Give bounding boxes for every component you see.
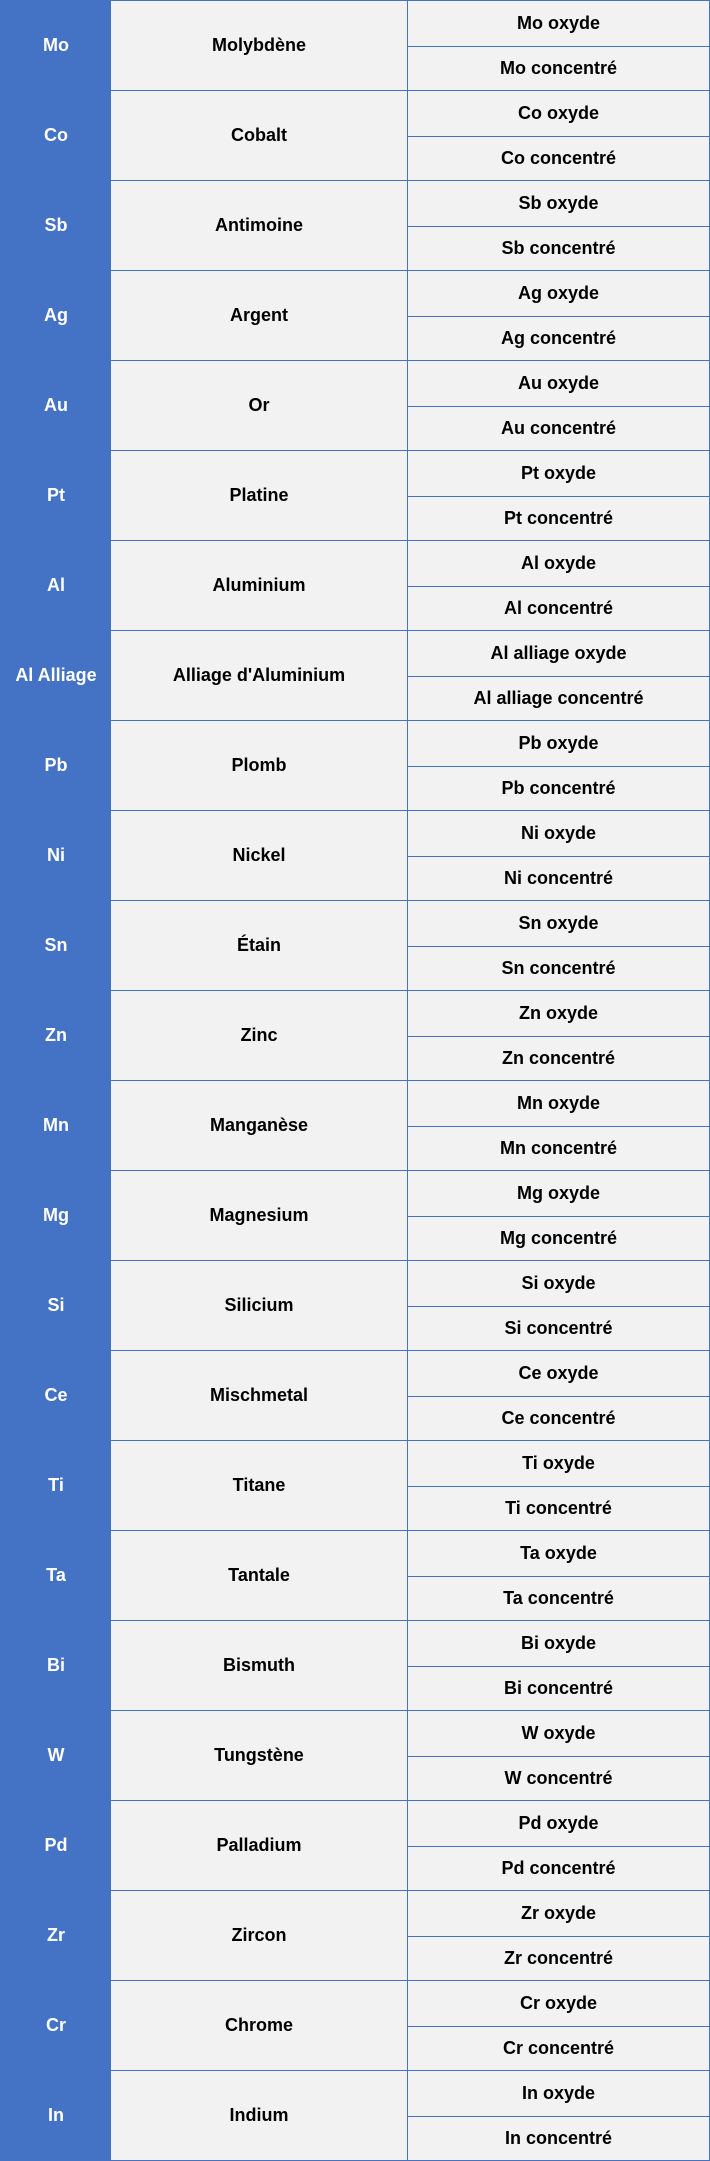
variants-cell xyxy=(408,901,710,990)
concentrate-variant-cell: Pd concentré xyxy=(408,1846,709,1891)
element-symbol-cell: Ag xyxy=(1,271,111,360)
table-row xyxy=(1,721,710,811)
element-symbol-cell: Sn xyxy=(1,901,111,990)
table-row xyxy=(1,1621,710,1711)
table-row xyxy=(1,451,710,541)
element-name-cell: Palladium xyxy=(111,1801,408,1890)
table-row xyxy=(1,1891,710,1981)
element-name-cell: Indium xyxy=(111,2071,408,2160)
variants-cell xyxy=(408,1801,710,1890)
element-symbol-cell: Zn xyxy=(1,991,111,1080)
concentrate-variant-cell: Si concentré xyxy=(408,1306,709,1351)
concentrate-variant-cell: Co concentré xyxy=(408,136,709,181)
table-row xyxy=(1,1261,710,1351)
oxide-variant-cell: Au oxyde xyxy=(517,372,600,393)
concentrate-variant-cell: Mg concentré xyxy=(408,1216,709,1261)
element-name-cell: Tungstène xyxy=(111,1711,408,1800)
table-row xyxy=(1,1711,710,1801)
oxide-variant-cell: Zr oxyde xyxy=(520,1902,597,1923)
variants-cell xyxy=(408,721,710,810)
element-name-cell: Manganèse xyxy=(111,1081,408,1170)
variants-cell xyxy=(408,1621,710,1710)
concentrate-variant-cell: In concentré xyxy=(408,2116,709,2161)
element-name-cell: Plomb xyxy=(111,721,408,810)
table-row xyxy=(1,901,710,991)
variants-cell xyxy=(408,991,710,1080)
concentrate-variant-cell: Ti concentré xyxy=(408,1486,709,1531)
variants-cell xyxy=(408,91,710,180)
table-row xyxy=(1,361,710,451)
concentrate-variant-cell: Mo concentré xyxy=(408,46,709,91)
element-symbol-cell: Ni xyxy=(1,811,111,900)
concentrate-variant-cell: Au concentré xyxy=(408,406,709,451)
oxide-variant-cell: Sn oxyde xyxy=(518,912,599,933)
variants-cell xyxy=(408,1081,710,1170)
variants-cell xyxy=(408,451,710,540)
variants-cell xyxy=(408,1531,710,1620)
table-row xyxy=(1,1531,710,1621)
variants-cell xyxy=(408,2071,710,2160)
oxide-variant-cell: Mn oxyde xyxy=(516,1092,600,1113)
element-name-cell: Chrome xyxy=(111,1981,408,2070)
concentrate-variant-cell: Al concentré xyxy=(408,586,709,631)
table-row xyxy=(1,1351,710,1441)
oxide-variant-cell: Mg oxyde xyxy=(516,1182,600,1203)
element-name-cell: Platine xyxy=(111,451,408,540)
table-row xyxy=(1,1801,710,1891)
element-name-cell: Molybdène xyxy=(111,1,408,90)
element-symbol-cell: Pb xyxy=(1,721,111,810)
table-row xyxy=(1,1081,710,1171)
element-name-cell: Nickel xyxy=(111,811,408,900)
table-row xyxy=(1,1,710,91)
element-symbol-cell: Sb xyxy=(1,181,111,270)
element-name-cell: Silicium xyxy=(111,1261,408,1350)
element-name-cell: Magnesium xyxy=(111,1171,408,1260)
concentrate-variant-cell: Ce concentré xyxy=(408,1396,709,1441)
variants-cell xyxy=(408,1891,710,1980)
element-name-cell: Étain xyxy=(111,901,408,990)
element-symbol-cell: In xyxy=(1,2071,111,2160)
oxide-variant-cell: Ti oxyde xyxy=(522,1452,595,1473)
variants-cell xyxy=(408,271,710,360)
element-symbol-cell: W xyxy=(1,1711,111,1800)
table-row xyxy=(1,91,710,181)
oxide-variant-cell: In oxyde xyxy=(521,2082,596,2103)
element-symbol-cell: Al xyxy=(1,541,111,630)
oxide-variant-cell: Pt oxyde xyxy=(520,462,597,483)
concentrate-variant-cell: Bi concentré xyxy=(408,1666,709,1711)
variants-cell xyxy=(408,541,710,630)
concentrate-variant-cell: Mn concentré xyxy=(408,1126,709,1171)
variants-cell xyxy=(408,631,710,720)
element-symbol-cell: Ta xyxy=(1,1531,111,1620)
table-row xyxy=(1,1441,710,1531)
table-row xyxy=(1,811,710,901)
element-symbol-cell: Ce xyxy=(1,1351,111,1440)
oxide-variant-cell: Al alliage oxyde xyxy=(490,642,627,663)
variants-cell xyxy=(408,1351,710,1440)
element-name-cell: Zircon xyxy=(111,1891,408,1980)
variants-cell xyxy=(408,1981,710,2070)
oxide-variant-cell: Pb oxyde xyxy=(518,732,599,753)
concentrate-variant-cell: Ta concentré xyxy=(408,1576,709,1621)
element-name-cell: Titane xyxy=(111,1441,408,1530)
element-symbol-cell: Mg xyxy=(1,1171,111,1260)
element-symbol-cell: Au xyxy=(1,361,111,450)
concentrate-variant-cell: Sn concentré xyxy=(408,946,709,991)
element-symbol-cell: Ti xyxy=(1,1441,111,1530)
element-symbol-cell: Bi xyxy=(1,1621,111,1710)
element-symbol-cell: Zr xyxy=(1,1891,111,1980)
concentrate-variant-cell: Zr concentré xyxy=(408,1936,709,1981)
oxide-variant-cell: Si oxyde xyxy=(521,1272,596,1293)
concentrate-variant-cell: Sb concentré xyxy=(408,226,709,271)
variants-cell xyxy=(408,1171,710,1260)
concentrate-variant-cell: Pb concentré xyxy=(408,766,709,811)
element-name-cell: Argent xyxy=(111,271,408,360)
oxide-variant-cell: Mo oxyde xyxy=(516,12,600,33)
element-name-cell: Aluminium xyxy=(111,541,408,630)
element-name-cell: Cobalt xyxy=(111,91,408,180)
table-row xyxy=(1,1171,710,1261)
concentrate-variant-cell: Cr concentré xyxy=(408,2026,709,2071)
table-row xyxy=(1,2071,710,2161)
element-symbol-cell: Al Alliage xyxy=(1,631,111,720)
table-row xyxy=(1,541,710,631)
element-symbol-cell: Cr xyxy=(1,1981,111,2070)
oxide-variant-cell: W oxyde xyxy=(521,1722,596,1743)
element-symbol-cell: Pt xyxy=(1,451,111,540)
element-symbol-cell: Si xyxy=(1,1261,111,1350)
variants-cell xyxy=(408,1261,710,1350)
variants-cell xyxy=(408,811,710,900)
concentrate-variant-cell: W concentré xyxy=(408,1756,709,1801)
element-symbol-cell: Mo xyxy=(1,1,111,90)
concentrate-variant-cell: Pt concentré xyxy=(408,496,709,541)
element-symbol-cell: Co xyxy=(1,91,111,180)
oxide-variant-cell: Ag oxyde xyxy=(517,282,600,303)
oxide-variant-cell: Sb oxyde xyxy=(518,192,599,213)
oxide-variant-cell: Al oxyde xyxy=(520,552,597,573)
variants-cell xyxy=(408,361,710,450)
table-row xyxy=(1,181,710,271)
concentrate-variant-cell: Zn concentré xyxy=(408,1036,709,1081)
element-name-cell: Zinc xyxy=(111,991,408,1080)
element-name-cell: Or xyxy=(111,361,408,450)
concentrate-variant-cell: Ag concentré xyxy=(408,316,709,361)
element-name-cell: Alliage d'Aluminium xyxy=(111,631,408,720)
concentrate-variant-cell: Al alliage concentré xyxy=(408,676,709,721)
table-row xyxy=(1,1981,710,2071)
oxide-variant-cell: Ce oxyde xyxy=(518,1362,599,1383)
element-name-cell: Antimoine xyxy=(111,181,408,270)
table-row xyxy=(1,271,710,361)
element-symbol-cell: Mn xyxy=(1,1081,111,1170)
variants-cell xyxy=(408,181,710,270)
table-row xyxy=(1,631,710,721)
oxide-variant-cell: Zn oxyde xyxy=(518,1002,598,1023)
table-row xyxy=(1,991,710,1081)
oxide-variant-cell: Bi oxyde xyxy=(520,1632,597,1653)
concentrate-variant-cell: Ni concentré xyxy=(408,856,709,901)
element-symbol-cell: Pd xyxy=(1,1801,111,1890)
oxide-variant-cell: Pd oxyde xyxy=(518,1812,599,1833)
element-name-cell: Mischmetal xyxy=(111,1351,408,1440)
oxide-variant-cell: Co oxyde xyxy=(517,102,600,123)
variants-cell xyxy=(408,1,710,90)
oxide-variant-cell: Ta oxyde xyxy=(520,1542,597,1563)
element-name-cell: Tantale xyxy=(111,1531,408,1620)
variants-cell xyxy=(408,1441,710,1530)
variants-cell xyxy=(408,1711,710,1800)
oxide-variant-cell: Ni oxyde xyxy=(520,822,597,843)
element-name-cell: Bismuth xyxy=(111,1621,408,1710)
oxide-variant-cell: Cr oxyde xyxy=(519,1992,598,2013)
